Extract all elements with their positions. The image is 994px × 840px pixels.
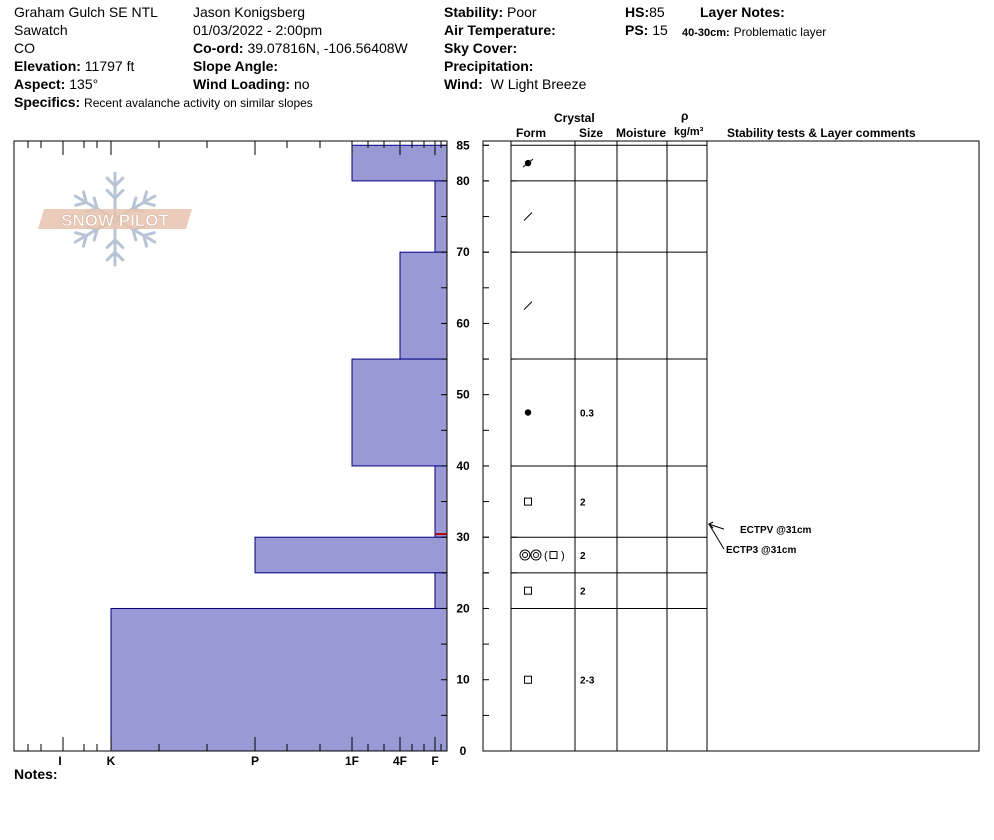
hardness-tick-label: P xyxy=(250,754,260,768)
fragmented-crystal-icon xyxy=(524,302,532,310)
stability-test-label: ECTP3 @31cm xyxy=(726,545,797,557)
layer-table-frame xyxy=(483,141,979,751)
aspect-label: Aspect: xyxy=(14,76,66,92)
depth-tick-label: 80 xyxy=(456,173,470,188)
hardness-tick-label: I xyxy=(58,754,62,768)
melt-form-icon xyxy=(531,550,541,560)
wind-label: Wind: xyxy=(444,76,483,92)
flake-branch xyxy=(144,202,155,205)
crystal-size-label: 2 xyxy=(580,551,586,563)
moisture-header: Moisture xyxy=(616,126,667,140)
melt-form-inner-icon xyxy=(523,553,528,558)
logo-text: SNOW PILOT xyxy=(61,211,169,230)
specifics-label: Specifics: xyxy=(14,94,81,110)
depth-tick-label: 60 xyxy=(456,316,470,331)
melt-form-icon xyxy=(520,550,530,560)
crystal-size-label: 2 xyxy=(580,497,586,509)
depth-tick-label: 50 xyxy=(456,387,470,402)
depth-tick-label: 85 xyxy=(456,138,470,153)
stability-value: Poor xyxy=(507,4,537,20)
faceted-secondary-icon xyxy=(550,552,557,559)
density-unit-header: kg/m³ xyxy=(674,126,704,138)
slope-angle-label: Slope Angle: xyxy=(193,58,279,74)
sky-cover-label: Sky Cover: xyxy=(444,40,518,56)
size-header: Size xyxy=(579,126,604,140)
hardness-layer-bar xyxy=(255,537,447,573)
layer-notes-label: Layer Notes: xyxy=(700,4,785,20)
depth-tick-label: 0 xyxy=(459,744,467,758)
rounded-crystal-icon xyxy=(525,409,531,415)
notes-label: Notes: xyxy=(14,766,58,782)
faceted-crystal-icon xyxy=(525,587,532,594)
wind-loading-value: no xyxy=(293,76,310,92)
crystal-size-label: 0.3 xyxy=(580,408,594,420)
crystal-size-label: 2-3 xyxy=(580,675,595,687)
stability-label: Stability: xyxy=(444,4,504,20)
faceted-crystal-icon xyxy=(525,676,532,683)
ps-value: 15 xyxy=(652,22,668,38)
location-name: Graham Gulch SE NTL xyxy=(14,4,158,20)
observer-name: Jason Konigsberg xyxy=(193,4,306,20)
layer-note-text: Problematic layer xyxy=(733,25,827,39)
layer-note-range: 40-30cm: xyxy=(682,27,730,39)
crystal-header: Crystal xyxy=(554,111,595,125)
crystal-size-label: 2 xyxy=(580,586,586,598)
coord-label: Co-ord: xyxy=(193,40,244,56)
mountain-range: Sawatch xyxy=(14,22,68,38)
density-rho-header: ρ xyxy=(681,109,689,123)
flake-branch xyxy=(144,233,155,236)
depth-tick-label: 40 xyxy=(456,458,470,473)
elevation-value: 11797 ft xyxy=(84,58,135,74)
hardness-tick-label: K xyxy=(106,754,116,768)
flake-branch xyxy=(76,233,87,236)
air-temperature-label: Air Temperature: xyxy=(444,22,556,38)
wind-value: W Light Breeze xyxy=(490,76,587,92)
hardness-tick-label: 4F xyxy=(392,754,408,768)
specifics-value: Recent avalanche activity on similar slopes xyxy=(84,96,313,110)
ps-label: PS: xyxy=(625,22,649,38)
hardness-layer-bar xyxy=(352,359,447,466)
hs-label: HS: xyxy=(625,4,650,20)
depth-tick-label: 10 xyxy=(456,672,470,687)
hardness-tick-label: 1F xyxy=(344,754,360,768)
state: CO xyxy=(14,40,35,56)
fragmented-crystal-icon xyxy=(524,213,532,221)
aspect-value: 135° xyxy=(69,76,99,92)
form-header: Form xyxy=(516,126,546,140)
depth-tick-label: 30 xyxy=(456,530,470,545)
hs-value: 85 xyxy=(649,4,665,20)
hardness-tick-label: F xyxy=(431,754,439,768)
depth-tick-label: 70 xyxy=(456,245,470,260)
stability-test-label: ECTPV @31cm xyxy=(740,525,812,537)
paren-close: ) xyxy=(561,550,565,563)
elevation-label: Elevation: xyxy=(14,58,81,74)
depth-tick-label: 20 xyxy=(456,601,470,616)
melt-form-inner-icon xyxy=(534,553,539,558)
observation-datetime: 01/03/2022 - 2:00pm xyxy=(193,22,323,38)
hardness-layer-bar xyxy=(400,252,447,359)
stability-tests-header: Stability tests & Layer comments xyxy=(727,126,916,140)
snowpilot-logo xyxy=(38,173,192,265)
faceted-crystal-icon xyxy=(525,498,532,505)
wind-loading-label: Wind Loading: xyxy=(193,76,291,92)
coord-value: 39.07816N, -106.56408W xyxy=(247,40,408,56)
paren-open: ( xyxy=(544,550,548,563)
flake-branch xyxy=(76,202,87,205)
hardness-layer-bar xyxy=(435,573,447,609)
hardness-layer-bar xyxy=(111,608,447,751)
precipitation-label: Precipitation: xyxy=(444,58,534,74)
